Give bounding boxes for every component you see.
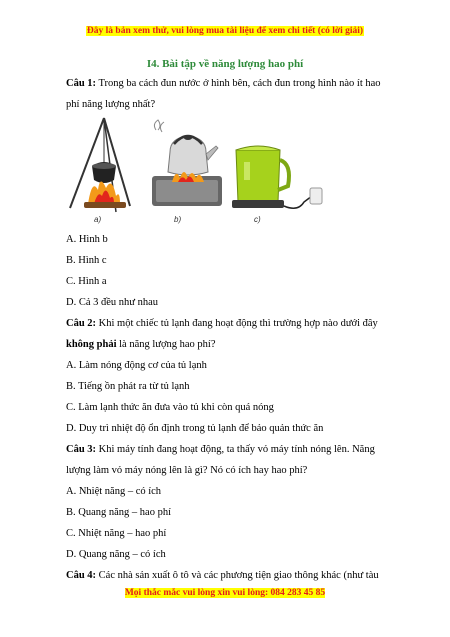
question-1-label: Câu 1:: [66, 78, 97, 89]
question-3-option-a: A. Nhiệt năng – có ích: [66, 486, 162, 497]
figure-label-c: c): [254, 215, 261, 224]
question-3: [66, 439, 396, 481]
question-2: [66, 313, 386, 355]
question-1-option-d: D. Cả 3 đều như nhau: [66, 297, 159, 308]
question-2-option-c: C. Làm lạnh thức ăn đưa vào tủ khi còn quá nóng: [66, 402, 274, 413]
question-1-option-c: C. Hình a: [66, 276, 107, 287]
question-4: [66, 565, 396, 586]
question-3-option-b: B. Quang năng – hao phí: [66, 507, 171, 518]
question-2-option-b: B. Tiếng ồn phát ra từ tủ lạnh: [66, 381, 190, 392]
question-1-option-b: B. Hình c: [66, 255, 107, 266]
question-3-option-c: C. Nhiệt năng – hao phí: [66, 528, 167, 539]
question-3-text: Khi máy tính đang hoạt động, ta thấy vỏ máy tính nóng lên. Năng lượng làm vỏ máy nóng lên là gì? Nó có ích hay hao phí?: [66, 444, 375, 476]
contact-footer: [0, 588, 450, 598]
question-2-text-bold: không phải: [66, 339, 117, 350]
question-1: [66, 73, 396, 115]
figure-label-a: a): [94, 215, 102, 224]
preview-banner: [0, 26, 450, 36]
campfire-tripod-image: [70, 118, 130, 212]
question-2-text-before: Khi một chiếc tủ lạnh đang hoạt động thì trường hợp nào dưới đây: [98, 318, 378, 329]
electric-kettle-image: [232, 146, 322, 208]
question-2-option-a: A. Làm nóng động cơ của tủ lạnh: [66, 360, 207, 371]
gas-stove-kettle-image: [152, 120, 222, 206]
question-4-text: Các nhà sản xuất ô tô và các phương tiện giao thông khác (như tàu: [98, 570, 379, 581]
question-3-label: Câu 3:: [66, 444, 97, 455]
question-2-option-d: D. Duy trì nhiệt độ ổn định trong tủ lạnh để bảo quản thức ăn: [66, 423, 324, 434]
preview-banner-text: Đây là bản xem thử, vui lòng mua tài liệu để xem chi tiết (có lời giải): [86, 26, 364, 36]
question-2-text-after: là năng lượng hao phí?: [116, 339, 216, 350]
question-3-option-d: D. Quang năng – có ích: [66, 549, 166, 560]
question-1-text: Trong ba cách đun nước ở hình bên, cách đun trong hình nào ít hao phí năng lượng nhất?: [66, 78, 381, 110]
section-title: I4. Bài tập về năng lượng hao phí: [146, 58, 304, 70]
question-4-label: Câu 4:: [66, 570, 97, 581]
question-1-option-a: A. Hình b: [66, 234, 108, 245]
kettle-heating-figure: [66, 116, 326, 228]
question-2-label: Câu 2:: [66, 318, 97, 329]
figure-label-b: b): [174, 215, 182, 224]
contact-footer-text: Mọi thắc mắc vui lòng xin vui lòng: 084 283 45 85: [124, 588, 326, 598]
